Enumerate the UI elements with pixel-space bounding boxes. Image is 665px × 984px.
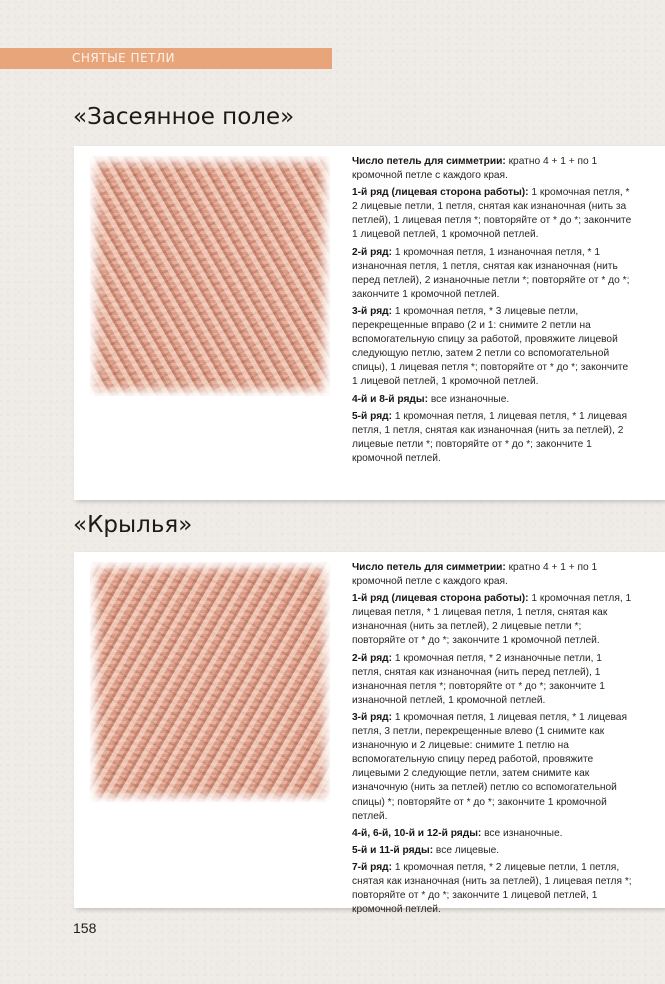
instruction-paragraph: 4-й, 6-й, 10-й и 12-й ряды: все изнаночные.: [352, 827, 563, 839]
instruction-paragraph: 1-й ряд (лицевая сторона работы): 1 кромочная петля, * 2 лицевые петли, 1 петля, снятая как изнаночная (нить за петлей), 1 лицевая петля *; повторяйте от * до *; закончите 1 лицевой петлей, 1 кромочной петлей.: [352, 187, 632, 241]
pattern-card-1: [74, 146, 665, 500]
pattern-title-1: «Засеянное поле»: [73, 104, 295, 130]
instruction-paragraph: 3-й ряд: 1 кромочная петля, * 3 лицевые петли, перекрещенные вправо (2 и 1: снимите 2 петли на вспомогательную спицу за работой, провяжите лицевой следующую петлю, затем 2 петли со вспомогательной спицы), 1 лицевая петля *; повторяйте от * до *; закончите 1 лицевой петлей, 1 кромочной петлей.: [352, 305, 629, 388]
instruction-paragraph: Число петель для симметрии: кратно 4 + 1 + по 1 кромочной петле с каждого края.: [352, 156, 598, 182]
instruction-paragraph: Число петель для симметрии: кратно 4 + 1 + по 1 кромочной петле с каждого края.: [352, 562, 598, 588]
pattern-instructions-1: [352, 155, 632, 469]
instruction-paragraph: 3-й ряд: 1 кромочная петля, 1 лицевая петля, * 1 лицевая петля, 3 петли, перекрещенные влево (1 снимите как изнаночную и 2 лицевые: снимите 1 петлю на вспомогательную спицу перед работой, провяжите лицевыми 2 следующие петли, затем снимите как изначочную (нить за петлей) петлю со вспомогательной спицы) *; повторяйте от * до *; закончите 1 кромочной петлей.: [352, 711, 627, 822]
knit-swatch-photo: [90, 156, 330, 396]
page-number: 158: [73, 920, 97, 936]
pattern-instructions-2: [352, 561, 632, 920]
knit-swatch-photo: [90, 562, 330, 802]
instruction-paragraph: 2-й ряд: 1 кромочная петля, * 2 изнаночные петли, 1 петля, снятая как изнаночная (нить перед петлей), 1 изнаночная петля *; повторяйте от * до *; закончите 1 изнаночной петлей, 1 кромочной петлей.: [352, 652, 605, 706]
instruction-paragraph: 7-й ряд: 1 кромочная петля, * 2 лицевые петли, 1 петля, снятая как изнаночная (нить за петлей), 1 лицевая петля *; повторяйте от * до *; закончите 1 лицевой петлей, 1 кромочной петлей.: [352, 861, 632, 916]
section-header-label: СНЯТЫЕ ПЕТЛИ: [72, 51, 175, 65]
instruction-paragraph: 5-й ряд: 1 кромочная петля, 1 лицевая петля, * 1 лицевая петля, 1 петля, снятая как изнаночная (нить за петлей), 2 лицевые петли *; повторяйте от * до *; закончите 1 кромочной петлей.: [352, 410, 627, 464]
instruction-paragraph: 1-й ряд (лицевая сторона работы): 1 кромочная петля, 1 лицевая петля, * 1 лицевая петля, 1 петля, снятая как изнаночная (нить за петлей), 2 лицевые петли *; повторяйте от * до *; закончите 1 кромочной петлей.: [352, 593, 632, 647]
instruction-paragraph: 2-й ряд: 1 кромочная петля, 1 изнаночная петля, * 1 изнаночная петля, 1 петля, снятая как изнаночная (нить перед петлей), 2 изнаночные петли *; повторяйте от * до *; закончите 1 кромочной петлей.: [352, 246, 630, 300]
pattern-title-2: «Крылья»: [73, 512, 193, 538]
section-header-bar: [0, 48, 332, 69]
pattern-card-2: [74, 552, 665, 916]
instruction-paragraph: 4-й и 8-й ряды: все изнаночные.: [352, 393, 510, 405]
instruction-paragraph: 5-й и 11-й ряды: все лицевые.: [352, 844, 500, 856]
